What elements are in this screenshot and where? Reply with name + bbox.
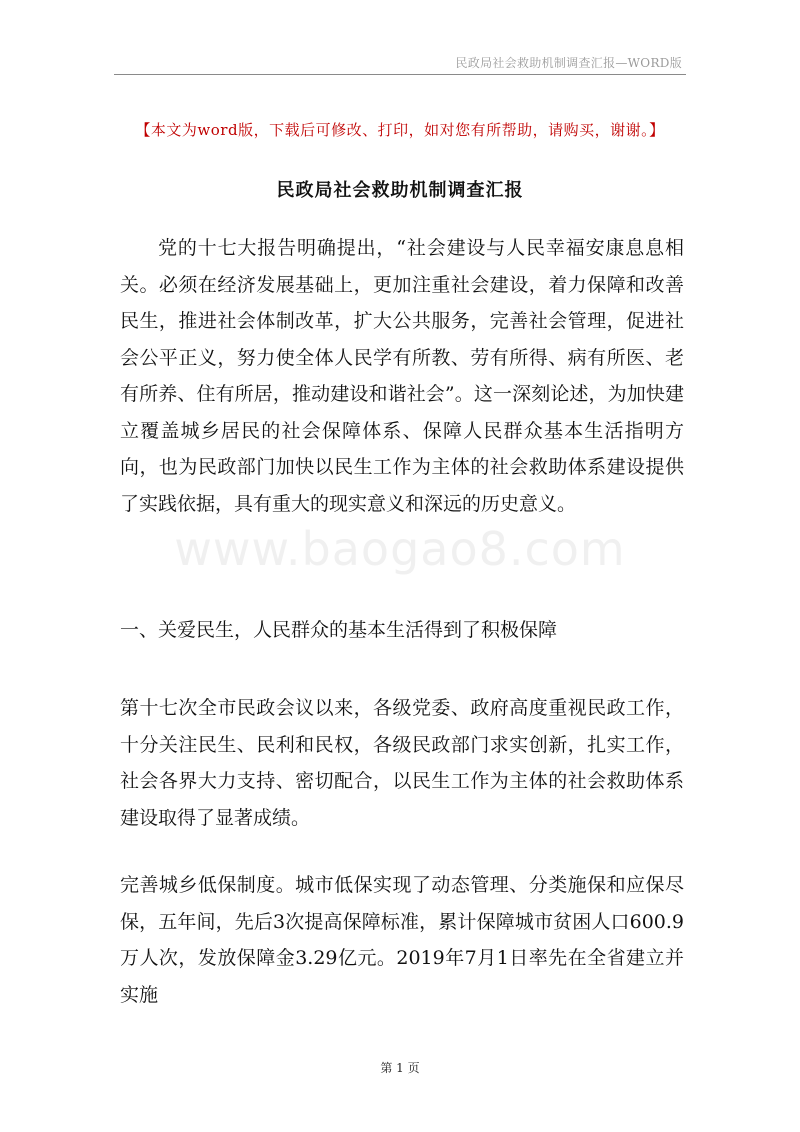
header-divider [114, 74, 686, 75]
paragraph-intro: 党的十七大报告明确提出，“社会建设与人民幸福安康息息相关。必须在经济发展基础上，更加注重社会建设，着力保障和改善民生，推进社会体制改革，扩大公共服务，完善社会管理，促进社会公平正义，努力使全体人民学有所教、劳有所得、病有所医、老有所养、住有所居，推动建设和谐社会”。这一深刻论述，为加快建立覆盖城乡居民的社会保障体系、保障人民群众基本生活指明方向，也为民政部门加快以民生工作为主体的社会救助体系建设提供了实践依据，具有重大的现实意义和深远的历史意义。 [120, 237, 684, 515]
paragraph-achievements: 第十七次全市民政会议以来，各级党委、政府高度重视民政工作，十分关注民生、民利和民权，各级民政部门求实创新，扎实工作，社会各界大力支持、密切配合，以民生工作为主体的社会救助体系建设取得了显著成绩。 [120, 697, 684, 829]
running-header: 民政局社会救助机制调查汇报—WORD版 [455, 56, 682, 70]
document-title: 民政局社会救助机制调查汇报 [276, 180, 524, 201]
watermark-text: www.baogao8.com [174, 522, 626, 576]
page-number: 第 1 页 [380, 1061, 420, 1075]
section-heading: 一、关爱民生，人民群众的基本生活得到了积极保障 [120, 619, 558, 641]
paragraph-low-income-security: 完善城乡低保制度。城市低保实现了动态管理、分类施保和应保尽保，五年间，先后3次提高保障标准，累计保障城市贫困人口600.9万人次，发放保障金3.29亿元。2019年7月1日率先在全省建立并实施 [120, 874, 684, 1006]
download-notice: 【本文为word版，下载后可修改、打印，如对您有所帮助，请购买，谢谢。】 [135, 121, 665, 139]
